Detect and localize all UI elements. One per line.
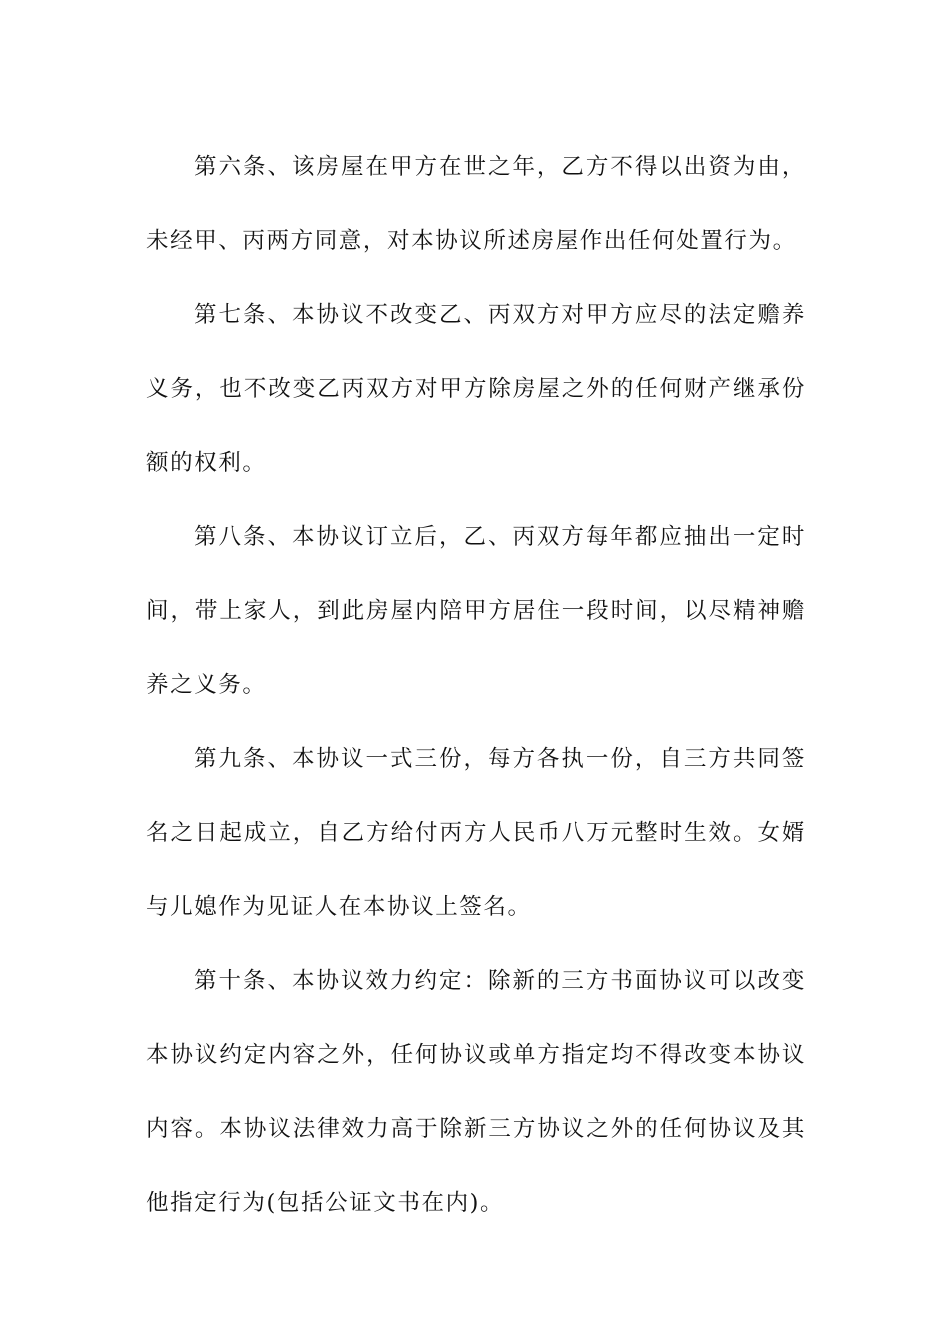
article-7-paragraph: 第七条、本协议不改变乙、丙双方对甲方应尽的法定赡养义务，也不改变乙丙双方对甲方除房屋之外的任何财产继承份额的权利。 (146, 302, 806, 476)
article-10-paragraph: 第十条、本协议效力约定：除新的三方书面协议可以改变本协议约定内容之外，任何协议或单方指定均不得改变本协议内容。本协议法律效力高于除新三方协议之外的任何协议及其他指定行为(包括公证文书在内)。 (146, 968, 806, 1216)
article-8-paragraph: 第八条、本协议订立后，乙、丙双方每年都应抽出一定时间，带上家人，到此房屋内陪甲方居住一段时间，以尽精神赡养之义务。 (146, 524, 806, 698)
article-6-paragraph: 第六条、该房屋在甲方在世之年，乙方不得以出资为由，未经甲、丙两方同意，对本协议所述房屋作出任何处置行为。 (146, 154, 806, 254)
document-body (146, 130, 806, 1240)
article-9-paragraph: 第九条、本协议一式三份，每方各执一份，自三方共同签名之日起成立，自乙方给付丙方人民币八万元整时生效。女婿与儿媳作为见证人在本协议上签名。 (146, 746, 806, 920)
